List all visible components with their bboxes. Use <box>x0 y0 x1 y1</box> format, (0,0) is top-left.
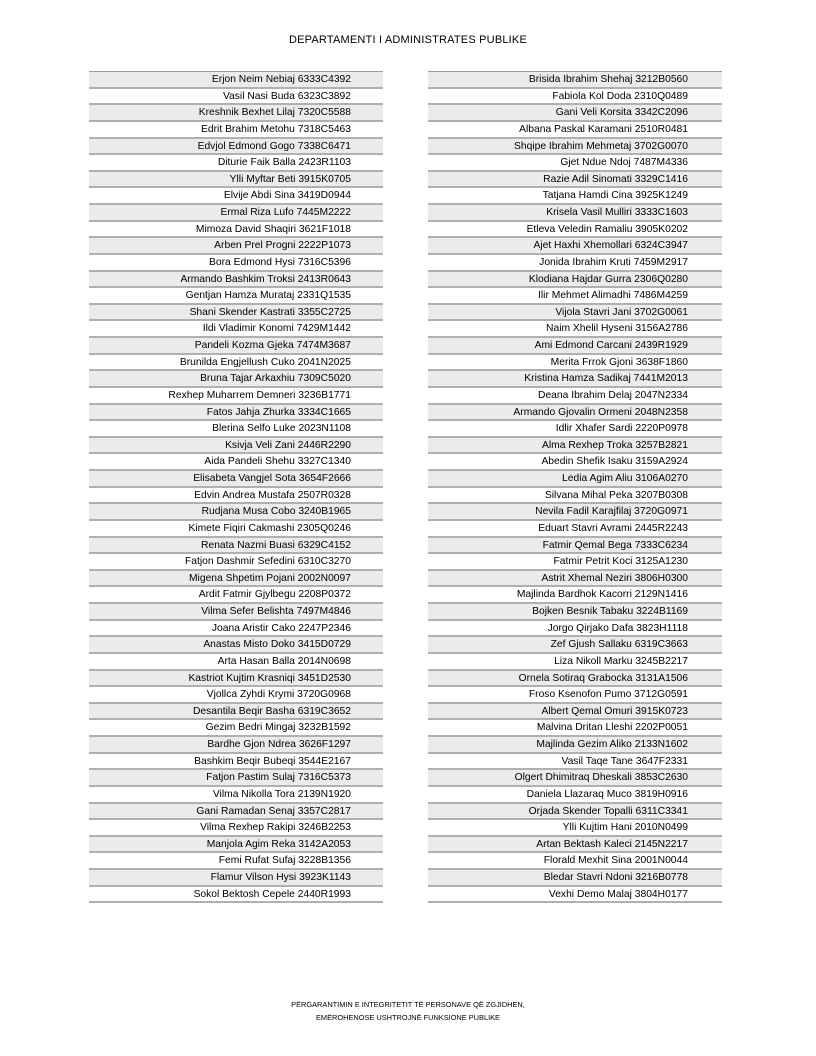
list-item: Migena Shpetim Pojani 2002N0097 <box>89 571 383 588</box>
list-item: Albert Qemal Omuri 3915K0723 <box>428 704 722 721</box>
list-item: Bardhe Gjon Ndrea 3626F1297 <box>89 737 383 754</box>
list-item: Fabiola Kol Doda 2310Q0489 <box>428 89 722 106</box>
list-item: Vasil Nasi Buda 6323C3892 <box>89 89 383 106</box>
list-item: Vasil Taqe Tane 3647F2331 <box>428 754 722 771</box>
list-item: Naim Xhelil Hyseni 3156A2786 <box>428 321 722 338</box>
list-item: Bora Edmond Hysi 7316C5396 <box>89 255 383 272</box>
list-item: Majlinda Bardhok Kacorri 2129N1416 <box>428 587 722 604</box>
list-item: Joana Aristir Cako 2247P2346 <box>89 621 383 638</box>
right-name-column <box>428 71 722 903</box>
list-item: Flamur Vilson Hysi 3923K1143 <box>89 870 383 887</box>
list-item: Bashkim Beqir Bubeqi 3544E2167 <box>89 754 383 771</box>
list-item: Nevila Fadil Karajfilaj 3720G0971 <box>428 504 722 521</box>
list-item: Ami Edmond Carcani 2439R1929 <box>428 338 722 355</box>
list-item: Liza Nikoll Marku 3245B2217 <box>428 654 722 671</box>
list-item: Ardit Fatmir Gjylbegu 2208P0372 <box>89 587 383 604</box>
list-item: Gentjan Hamza Murataj 2331Q1535 <box>89 288 383 305</box>
list-item: Sokol Bektosh Cepele 2440R1993 <box>89 887 383 904</box>
list-item: Rexhep Muharrem Demneri 3236B1771 <box>89 388 383 405</box>
list-item: Gjet Ndue Ndoj 7487M4336 <box>428 155 722 172</box>
page-footer <box>0 998 816 1024</box>
list-item: Ermal Riza Lufo 7445M2222 <box>89 205 383 222</box>
list-item: Ylli Myftar Beti 3915K0705 <box>89 172 383 189</box>
list-item: Kristina Hamza Sadikaj 7441M2013 <box>428 371 722 388</box>
list-item: Kimete Fiqiri Cakmashi 2305Q0246 <box>89 521 383 538</box>
list-item: Brunilda Engjellush Cuko 2041N2025 <box>89 355 383 372</box>
footer-line-2: EMËROHENOSE USHTROJNË FUNKSIONE PUBLIKE <box>316 1013 500 1022</box>
list-item: Ylli Kujtim Hani 2010N0499 <box>428 820 722 837</box>
list-item: Fatos Jahja Zhurka 3334C1665 <box>89 405 383 422</box>
list-item: Fatmir Qemal Bega 7333C6234 <box>428 538 722 555</box>
list-item: Femi Rufat Sufaj 3228B1356 <box>89 853 383 870</box>
list-item: Gani Veli Korsita 3342C2096 <box>428 105 722 122</box>
list-item: Elisabeta Vangjel Sota 3654F2666 <box>89 471 383 488</box>
list-item: Kastriot Kujtim Krasniqi 3451D2530 <box>89 671 383 688</box>
list-item: Aida Pandeli Shehu 3327C1340 <box>89 454 383 471</box>
list-item: Albana Paskal Karamani 2510R0481 <box>428 122 722 139</box>
list-item: Shani Skender Kastrati 3355C2725 <box>89 305 383 322</box>
list-item: Pandeli Kozma Gjeka 7474M3687 <box>89 338 383 355</box>
list-item: Mimoza David Shaqiri 3621F1018 <box>89 222 383 239</box>
list-item: Ilir Mehmet Alimadhi 7486M4259 <box>428 288 722 305</box>
list-item: Ildi Vladimir Konomi 7429M1442 <box>89 321 383 338</box>
list-item: Olgert Dhimitraq Dheskali 3853C2630 <box>428 770 722 787</box>
list-item: Zef Gjush Sallaku 6319C3663 <box>428 637 722 654</box>
list-item: Renata Nazmi Buasi 6329C4152 <box>89 538 383 555</box>
footer-line-1: PËRGARANTIMIN E INTEGRITETIT TË PERSONAVE QË ZGJIDHEN, <box>291 1000 525 1009</box>
list-item: Fatjon Pastim Sulaj 7316C5373 <box>89 770 383 787</box>
list-item: Rudjana Musa Cobo 3240B1965 <box>89 504 383 521</box>
list-item: Florald Mexhit Sina 2001N0044 <box>428 853 722 870</box>
list-item: Deana Ibrahim Delaj 2047N2334 <box>428 388 722 405</box>
list-item: Krisela Vasil Mulliri 3333C1603 <box>428 205 722 222</box>
list-item: Ledia Agim Aliu 3106A0270 <box>428 471 722 488</box>
list-item: Artan Bektash Kaleci 2145N2217 <box>428 837 722 854</box>
list-item: Diturie Faik Balla 2423R1103 <box>89 155 383 172</box>
list-item: Gani Ramadan Senaj 3357C2817 <box>89 804 383 821</box>
list-item: Shqipe Ibrahim Mehmetaj 3702G0070 <box>428 139 722 156</box>
list-item: Jorgo Qirjako Dafa 3823H1118 <box>428 621 722 638</box>
list-item: Anastas Misto Doko 3415D0729 <box>89 637 383 654</box>
list-item: Armando Gjovalin Ormeni 2048N2358 <box>428 405 722 422</box>
list-item: Manjola Agim Reka 3142A2053 <box>89 837 383 854</box>
list-item: Erjon Neim Nebiaj 6333C4392 <box>89 72 383 89</box>
page-title: DEPARTAMENTI I ADMINISTRATES PUBLIKE <box>288 34 528 46</box>
list-item: Vilma Nikolla Tora 2139N1920 <box>89 787 383 804</box>
list-item: Arben Prel Progni 2222P1073 <box>89 238 383 255</box>
list-item: Malvina Dritan Lleshi 2202P0051 <box>428 720 722 737</box>
list-item: Vijola Stavri Jani 3702G0061 <box>428 305 722 322</box>
list-item: Arta Hasan Balla 2014N0698 <box>89 654 383 671</box>
list-item: Majlinda Gezim Aliko 2133N1602 <box>428 737 722 754</box>
list-item: Kreshnik Bexhet Lilaj 7320C5588 <box>89 105 383 122</box>
list-item: Astrit Xhemal Neziri 3806H0300 <box>428 571 722 588</box>
list-item: Gezim Bedri Mingaj 3232B1592 <box>89 720 383 737</box>
list-item: Merita Frrok Gjoni 3638F1860 <box>428 355 722 372</box>
list-item: Vexhi Demo Malaj 3804H0177 <box>428 887 722 904</box>
list-item: Edvin Andrea Mustafa 2507R0328 <box>89 488 383 505</box>
list-item: Orjada Skender Topalli 6311C3341 <box>428 804 722 821</box>
list-item: Fatmir Petrit Koci 3125A1230 <box>428 554 722 571</box>
list-item: Jonida Ibrahim Kruti 7459M2917 <box>428 255 722 272</box>
list-item: Bledar Stavri Ndoni 3216B0778 <box>428 870 722 887</box>
list-item: Alma Rexhep Troka 3257B2821 <box>428 438 722 455</box>
list-item: Desantila Beqir Basha 6319C3652 <box>89 704 383 721</box>
list-item: Ornela Sotiraq Grabocka 3131A1506 <box>428 671 722 688</box>
list-item: Edvjol Edmond Gogo 7338C6471 <box>89 139 383 156</box>
list-item: Abedin Shefik Isaku 3159A2924 <box>428 454 722 471</box>
list-item: Tatjana Hamdi Cina 3925K1249 <box>428 188 722 205</box>
list-item: Vjollca Zyhdi Krymi 3720G0968 <box>89 687 383 704</box>
list-item: Vilma Sefer Belishta 7497M4846 <box>89 604 383 621</box>
list-item: Etleva Veledin Ramaliu 3905K0202 <box>428 222 722 239</box>
left-name-column <box>89 71 383 903</box>
list-item: Bruna Tajar Arkaxhiu 7309C5020 <box>89 371 383 388</box>
list-item: Brisida Ibrahim Shehaj 3212B0560 <box>428 72 722 89</box>
list-item: Edrit Brahim Metohu 7318C5463 <box>89 122 383 139</box>
list-item: Ksivja Veli Zani 2446R2290 <box>89 438 383 455</box>
list-item: Froso Ksenofon Pumo 3712G0591 <box>428 687 722 704</box>
list-item: Ajet Haxhi Xhemollari 6324C3947 <box>428 238 722 255</box>
list-item: Fatjon Dashmir Sefedini 6310C3270 <box>89 554 383 571</box>
list-item: Blerina Selfo Luke 2023N1108 <box>89 421 383 438</box>
list-item: Klodiana Hajdar Gurra 2306Q0280 <box>428 272 722 289</box>
list-item: Bojken Besnik Tabaku 3224B1169 <box>428 604 722 621</box>
list-item: Daniela Llazaraq Muco 3819H0916 <box>428 787 722 804</box>
list-item: Silvana Mihal Peka 3207B0308 <box>428 488 722 505</box>
list-item: Elvije Abdi Sina 3419D0944 <box>89 188 383 205</box>
list-item: Armando Bashkim Troksi 2413R0643 <box>89 272 383 289</box>
list-item: Eduart Stavri Avrami 2445R2243 <box>428 521 722 538</box>
list-item: Idlir Xhafer Sardi 2220P0978 <box>428 421 722 438</box>
list-item: Vilma Rexhep Rakipi 3246B2253 <box>89 820 383 837</box>
list-item: Razie Adil Sinomati 3329C1416 <box>428 172 722 189</box>
